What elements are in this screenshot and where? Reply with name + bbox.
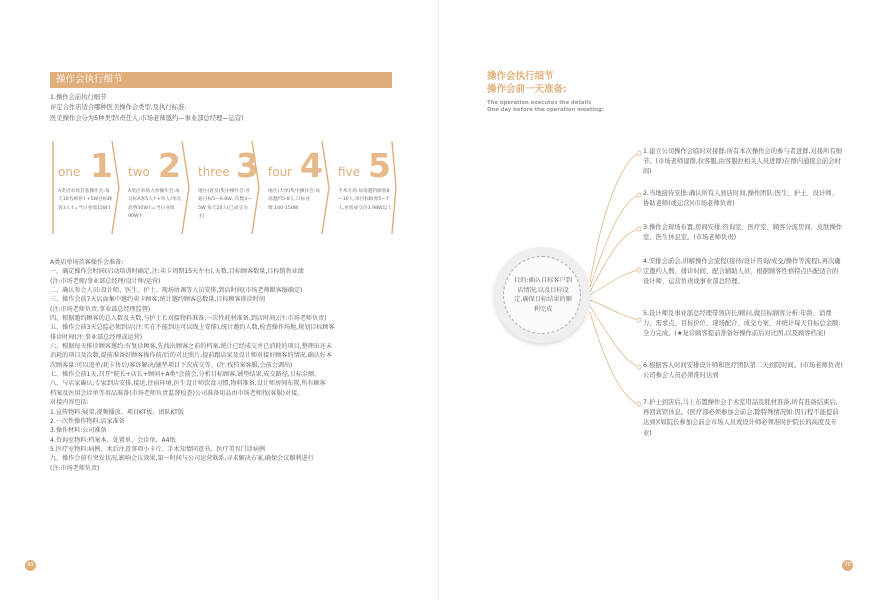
body-line: 三、操作会前7天店面集中邀约卖卡顾客;统计邀约顾客总数量,目标顾客排诊时间: [50, 296, 266, 304]
step-three: [190, 140, 258, 235]
intro-line: 医美操作会分为5种类型(责任人:市场老师邀约—事业部总经理—运营): [50, 114, 244, 122]
step-number: 4: [300, 146, 323, 185]
right-page: [439, 0, 878, 600]
page-number: 69: [25, 560, 36, 571]
body-line: (注:市场老师负责,事业部总经理监督): [50, 305, 151, 313]
body-line: 四、根据邀约顾客的总人数及天数,与护士长对接物料准备,一次性耗材准备,到店时间,(注:市场老师负责): [50, 315, 327, 323]
body-line: 九、操作会前有突发状况,影响会议效果,第一时间与公司运营联系,寻求解决方案,确保会议顺利进行: [50, 455, 314, 463]
step-number: 5: [368, 146, 391, 185]
step-description: A类店单场首客操作会:每天10名顾客↑+5W目标顾客3人↑=当日业绩15W↑: [58, 189, 113, 211]
prep-item: 3.操作会现场布置,房间安排:咨询室、医疗室、顾客分流房间、皮肤操作室、医生休息室。(市场老师负责): [643, 224, 843, 242]
intro-line: 1.操作会前执行细节: [50, 94, 107, 101]
goal-hub-circle: [494, 247, 590, 343]
body-line: 4.咨询室物料:档案本、处置单、会诊单、A4纸: [50, 436, 176, 444]
preparation-list: [50, 258, 405, 473]
prep-item: 2.当地接待安排:确认所有人到店时间,操作团队:医生、护士、设计师、协助老师(或运营)(市场老师负责): [643, 190, 838, 208]
body-line: 档案及医用会诊单等用品准备(市场老师负责监督检查)公司准备用品由市场老师找(客服)对接。: [50, 389, 304, 397]
body-line: 排诊时间(注:事业部总经理或运营): [50, 333, 143, 341]
goal-text: 目的:确认目标客户到店情况,以及目标设定,确保目标结果的顺利完成: [514, 277, 572, 313]
body-line: (注:市场老师/事业部总经理/设计师/运营): [50, 277, 161, 285]
body-line: 次顾客量:可以追单/耗卡售后/客诉解决/铺垫项目下次成交等。(注:找档案客服,会前会调出): [50, 361, 293, 369]
step-word: four: [268, 165, 293, 179]
step-one: [50, 140, 118, 235]
body-line: 五、操作会前3天总监必须到店(注:实在不能到达可以线上安排),统计邀约人数,检查操作场地,规划目标顾客: [50, 324, 335, 332]
operation-type-steps: [50, 140, 395, 235]
step-description: 地区(普及)集中操作会:普通目标5—9.8W, 次数3—5W 每天20人(已成交为主): [198, 189, 252, 220]
step-word: three: [198, 165, 230, 179]
intro-text: [50, 93, 400, 124]
body-line: 2.一次性操作物料:店家准备: [50, 417, 125, 425]
body-line: 六、根据每天排诊顾客邀约:有复诊顾客,先找出顾客之前的档案,统计已经成交并已消耗的项目,整理出还未: [50, 343, 333, 351]
subtitle-line: One day before the operation meeting:: [487, 107, 604, 113]
body-line: 七、操作会前1天,召开"院长+店长+顾问+A类"会前会,分析目标顾客,铺垫结果,成交路径,目标金额。: [50, 371, 321, 379]
step-description: 手术专场:每场邀约顾客8—10人,单目标顾客5—7人,单客成交价3.98W以上: [338, 189, 393, 211]
step-four: [260, 140, 328, 235]
step-description: A类店单场大单操作会:每日标A客5人↑+单人/单次消费30W↑=当日业绩90W↑: [128, 189, 182, 220]
subtitle-line: The operation executes the details: [487, 100, 592, 106]
prep-item: 1.建立公司操作会临时对接群:所有本次操作会的参与者进群,对接所有细节。(市场老师建群,拉客服,由客服拉相关人员进群)在群内通报会前会时间): [643, 148, 843, 176]
body-line: 对接内容包括:: [50, 399, 89, 407]
body-line: A类店单场首客操作会准备:: [50, 259, 124, 266]
intro-line: 评定合作店适合哪种医美操作会类型,及执行标准:: [50, 104, 187, 112]
step-number: 3: [236, 146, 259, 185]
body-line: 1.宣传物料:展架,视频播放、项目KT板、团队KT版: [50, 408, 184, 416]
step-number: 1: [90, 146, 113, 185]
body-line: 5.医疗室物料:病例、术后注意事项小卡片、手术知情同意书、医疗美容门诊病例: [50, 445, 266, 453]
section-header-bar: 操作会执行细节: [50, 72, 392, 88]
goal-hub-inner: [503, 256, 581, 334]
prep-item: 5.设计师及事业部总经理带领店长/顾问,做目标顾客分析:年龄、消费力、需求点、目标价位、现场配合、成交方案、并统计每天目标总金额:全力完成。(★复诊顾客提前准备好操作前后对比图,以及顾客档案): [643, 310, 841, 338]
body-line: 一、确定操作会时间(启动培训时确定,注:卖卡周期15天左右),天数,目标顾客数量,目标销售业绩: [50, 268, 304, 276]
step-word: one: [58, 165, 81, 179]
step-five: [330, 140, 398, 235]
prep-item: 6.根据客人时间安排设计师和医疗团队第二天到院时间。(市场老师负责)公司参会人员必须准时达到: [643, 362, 843, 380]
body-line: 八、与店家确认:专家到店安排,接送,住宿环境,医生设计师饮食习惯,物料准备,设计师房间布置,所有顾客: [50, 380, 326, 388]
prep-item: 4.安排会前会,讲解操作会流程(接待/设计咨询/成交/操作等流程),再次确定邀约人数、排诊时间、配合辅助人员、根据顾客性格特点匹配适合的设计师、运营负责或事业部总经理。: [643, 258, 841, 286]
title-line: 操作会执行细节: [487, 71, 554, 82]
page-number: 70: [842, 560, 853, 571]
prep-item: 7.护士到店后,马上布置操作会手术室用品及耗材准备,所有准备结束后,再回宾馆休息。(医疗部必须参加会前会,除特殊情况如:因行程不能提前达到)(如院长参加会前会市场人员或设计师必须准时护院长的高度及专业): [643, 399, 839, 437]
body-line: (注:市场老师负责): [50, 464, 100, 472]
title-line: 操作会前一天准备:: [487, 83, 567, 95]
step-word: two: [128, 165, 150, 179]
step-description: 地区(大单)集中操作会:每场邀约5-8人,日标业绩:100-150W: [268, 189, 321, 211]
body-line: 3.操作材料:公司准备: [50, 427, 107, 435]
step-number: 2: [158, 146, 181, 185]
step-word: five: [338, 165, 361, 179]
body-line: 二、确认参会人员:设计师、医生、护士、现场协调等人员安排,到店时间(市场老师跟客服确定): [50, 287, 303, 295]
step-two: [120, 140, 188, 235]
body-line: 消耗的项目及次数,提前准备好顾客操作前/后的对比照片,提前跟店家及设计师对接好顾客的情况,确认好本: [50, 352, 333, 360]
